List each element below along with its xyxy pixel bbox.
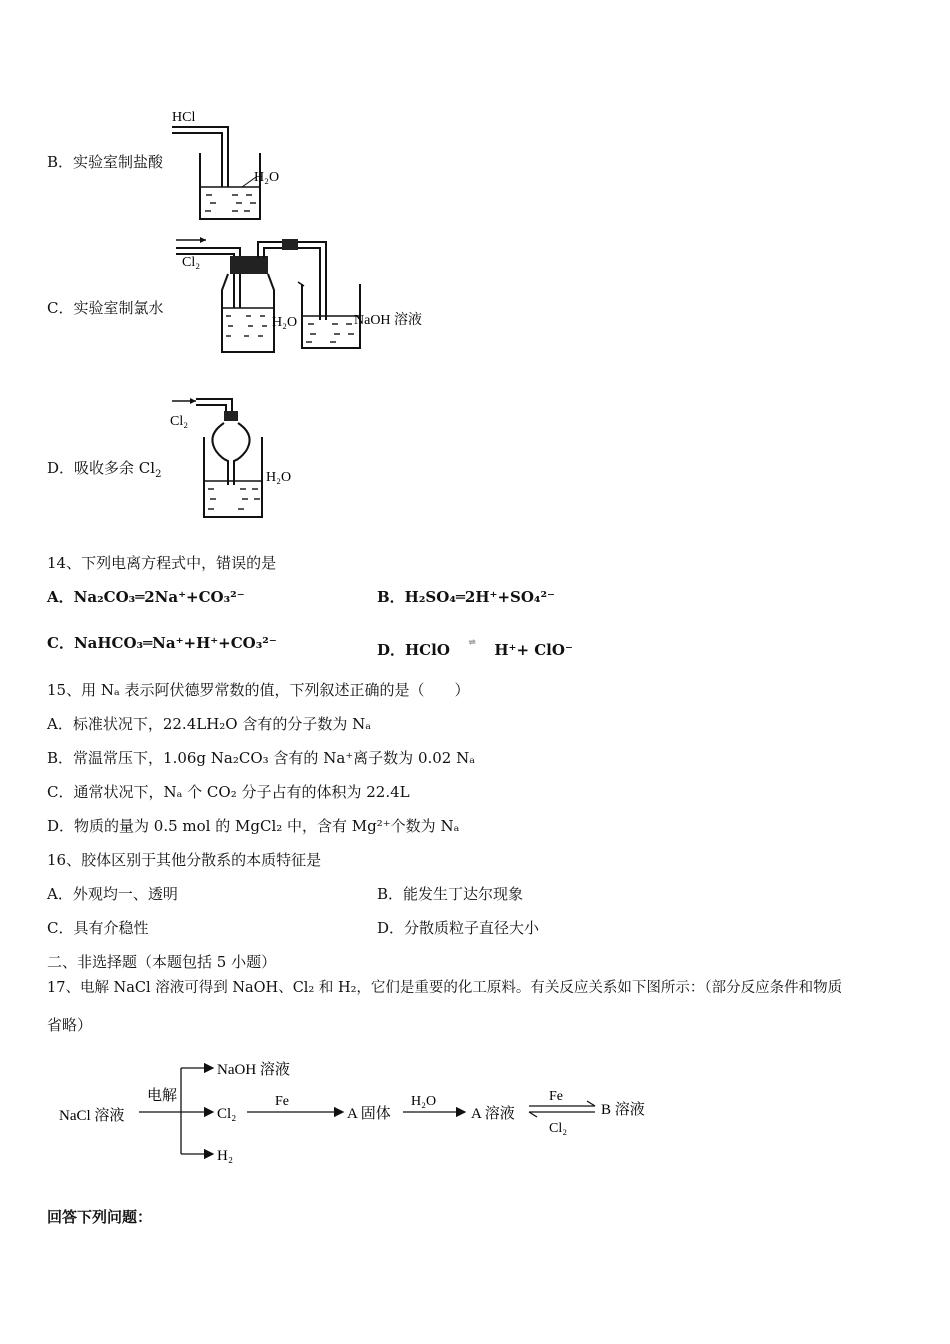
q15-option-a: A．标准状况下，22.4LH₂O 含有的分子数为 Nₐ	[47, 715, 372, 733]
q16-option-c: C．具有介稳性	[47, 919, 149, 937]
liquid-label: H₂O	[254, 170, 280, 185]
h2o-reagent-label: H₂O	[411, 1094, 437, 1109]
section-heading: 二、非选择题（本题包括 5 小题）	[47, 953, 277, 971]
q14-option-d: D．HClO ⇌ H⁺+ ClO⁻	[377, 633, 573, 660]
q17-stem-line1: 17、电解 NaCl 溶液可得到 NaOH、Cl₂ 和 H₂，它们是重要的化工原料。有关反应关系如下图所示：（部分反应条件和物质	[47, 980, 843, 996]
cl2-product-label: Cl₂	[217, 1106, 237, 1122]
q14-option-b: B．H₂SO₄═2H⁺+SO₄²⁻	[377, 588, 555, 606]
q16-option-a: A．外观均一、透明	[47, 885, 178, 903]
hcl-apparatus-figure	[170, 105, 300, 229]
q15-option-c: C．通常状况下，Nₐ 个 CO₂ 分子占有的体积为 22.4L	[47, 783, 410, 801]
h2-product-label: H₂	[217, 1148, 234, 1164]
electrolysis-label: 电解	[147, 1088, 178, 1104]
gas-label: Cl₂	[170, 414, 189, 429]
equilibrium-mark: ⇌	[468, 638, 476, 648]
a-solution-label: A 溶液	[471, 1106, 515, 1122]
chlorine-water-apparatus-figure	[170, 228, 450, 367]
naoh-product-label: NaOH 溶液	[217, 1062, 290, 1078]
gas-label: HCl	[172, 110, 196, 125]
q14-stem: 14、下列电离方程式中，错误的是	[47, 554, 277, 572]
liquid-label: H₂O	[266, 470, 292, 485]
q17-stem-line2: 省略）	[47, 1016, 93, 1034]
cl2-reverse-label: Cl₂	[549, 1121, 568, 1136]
b-solution-label: B 溶液	[601, 1102, 645, 1118]
nacl-solution-label: NaCl 溶液	[59, 1108, 125, 1124]
q15-option-d: D．物质的量为 0.5 mol 的 MgCl₂ 中，含有 Mg²⁺个数为 Nₐ	[47, 817, 460, 835]
absorb-chlorine-apparatus-figure	[166, 395, 316, 529]
q16-option-b: B．能发生丁达尔现象	[377, 885, 524, 903]
fe-reagent-label: Fe	[275, 1094, 289, 1109]
q15-option-b: B．常温常压下，1.06g Na₂CO₃ 含有的 Na⁺离子数为 0.02 Nₐ	[47, 749, 476, 767]
q15-stem: 15、用 Nₐ 表示阿伏德罗常数的值，下列叙述正确的是（ ）	[47, 681, 470, 699]
q16-option-d: D．分散质粒子直径大小	[377, 919, 540, 937]
a-solid-label: A 固体	[347, 1106, 391, 1122]
liquid-label: H₂O	[272, 315, 298, 330]
gas-label: Cl₂	[182, 255, 201, 270]
option-c-label: C．实验室制氯水	[47, 299, 164, 317]
option-b-label: B．实验室制盐酸	[47, 153, 164, 171]
option-d-label: D．吸收多余 $Cl_2$	[47, 459, 162, 480]
fe-forward-label: Fe	[549, 1089, 563, 1104]
q16-stem: 16、胶体区别于其他分散系的本质特征是	[47, 851, 322, 869]
absorber-label: NaOH 溶液	[354, 313, 423, 328]
q14-option-c: C．NaHCO₃═Na⁺+H⁺+CO₃²⁻	[47, 634, 277, 652]
q17-prompt: 回答下列问题：	[47, 1208, 153, 1226]
q14-option-a: A．Na₂CO₃═2Na⁺+CO₃²⁻	[47, 588, 245, 606]
reaction-flow-diagram	[55, 1050, 665, 1174]
